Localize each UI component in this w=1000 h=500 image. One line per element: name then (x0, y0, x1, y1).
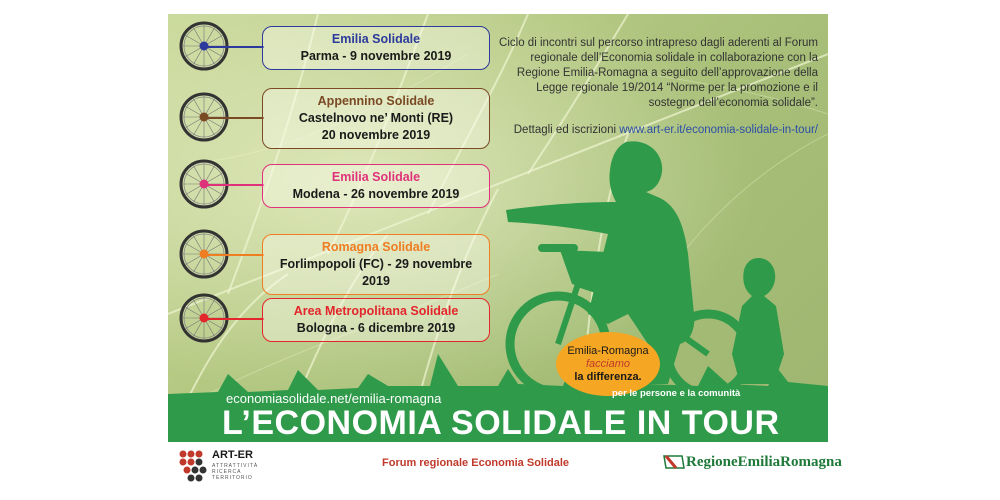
badge-line-1: Emilia-Romagna (567, 345, 649, 357)
event-title: Appennino Solidale (317, 94, 435, 108)
event-title: Area Metropolitana Solidale (293, 304, 459, 318)
badge-line-3: la differenza. (574, 371, 642, 383)
event-place: Parma - 9 novembre 2019 (300, 49, 452, 63)
event-title: Emilia Solidale (331, 32, 421, 46)
poster-title: L’ECONOMIA SOLIDALE IN TOUR (222, 404, 780, 442)
bicycle-silhouette (168, 14, 828, 442)
details-link[interactable]: www.art-er.it/economia-solidale-in-tour/ (619, 124, 818, 136)
event-title: Emilia Solidale (331, 170, 421, 184)
art-er-subtitle: ATTRATTIVITÀ RICERCA TERRITORIO (212, 463, 259, 481)
tagline: per le persone e la comunità (612, 388, 741, 399)
badge-line-2: facciamo (585, 358, 631, 370)
event-title: Romagna Solidale (321, 240, 431, 254)
details-label: Dettagli ed iscrizioni (513, 124, 617, 136)
event-place: Forlimpopoli (FC) - 29 novembre 2019 (279, 257, 473, 288)
forum-label: Forum regionale Economia Solidale (382, 457, 570, 469)
poster (168, 14, 828, 442)
region-logo (662, 452, 842, 472)
art-er-name: ART-ER (212, 449, 253, 461)
description: Ciclo di incontri sul percorso intrapreso dagli aderenti al Forum regionale dell’Economia solidale in collaborazione con la Regione Emilia-Romagna a seguito dell’approvazione della Legge regionale 19/2014 “Norme per la promozione e il sostegno dell’economia solidale”. (499, 37, 818, 109)
website-url[interactable]: economiasolidale.net/emilia-romagna (226, 391, 442, 406)
region-name: RegioneEmiliaRomagna (686, 453, 842, 470)
event-place: Castelnovo ne’ Monti (RE) (298, 111, 454, 125)
event-place: Modena - 26 novembre 2019 (292, 187, 460, 201)
event-date: 20 novembre 2019 (321, 128, 431, 142)
region-flag-icon (662, 452, 686, 472)
slogan-badge (556, 332, 660, 396)
event-place: Bologna - 6 dicembre 2019 (296, 321, 456, 335)
